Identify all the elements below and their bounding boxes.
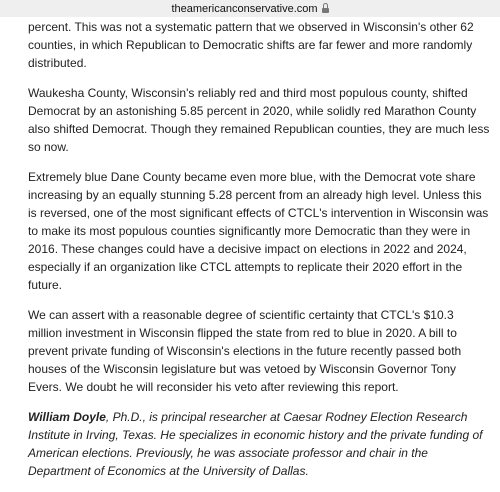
- author-bio-text: , Ph.D., is principal researcher at Caesar Rodney Election Research Institute in Irving, Texas. He specializes in economic history and the private funding of American elections. Previously, he was associate professor and chair in the Department of Economics at the University of Dallas.: [28, 410, 483, 478]
- paragraph: We can assert with a reasonable degree of scientific certainty that CTCL's $10.3 million investment in Wisconsin flipped the state from red to blue in 2020. A bill to prevent private funding of Wisconsin's elections in the future recently passed both houses of the Wisconsin legislature but was vetoed by Wisconsin Governor Tony Evers. We doubt he will reconsider his veto after reviewing this report.: [28, 308, 462, 394]
- article-body: [28, 18, 490, 492]
- paragraph: percent. This was not a systematic pattern that we observed in Wisconsin's other 62 counties, in which Republican to Democratic shifts are far fewer and more randomly distributed.: [28, 20, 474, 70]
- address-bar[interactable]: [0, 0, 500, 17]
- paragraph: Extremely blue Dane County became even more blue, with the Democrat vote share increasing by an equally stunning 5.28 percent from an already high level. Unless this is reversed, one of the most significant effects of CTCL's intervention in Wisconsin was to make its most populous counties significantly more Democratic than they were in 2016. These changes could have a decisive impact on elections in 2022 and 2024, especially if an organization like CTCL attempts to replicate their 2020 effort in the future.: [28, 170, 489, 292]
- url-domain[interactable]: theamericanconservative.com: [171, 2, 318, 15]
- paragraph: Waukesha County, Wisconsin's reliably red and third most populous county, shifted Democrat by an astonishing 5.85 percent in 2020, while solidly red Marathon County also shifted Democrat. Though they remained Republican counties, they are much less so now.: [28, 86, 490, 154]
- author-bio: [28, 408, 490, 480]
- author-name: William Doyle: [28, 410, 106, 424]
- lock-icon: [322, 6, 329, 13]
